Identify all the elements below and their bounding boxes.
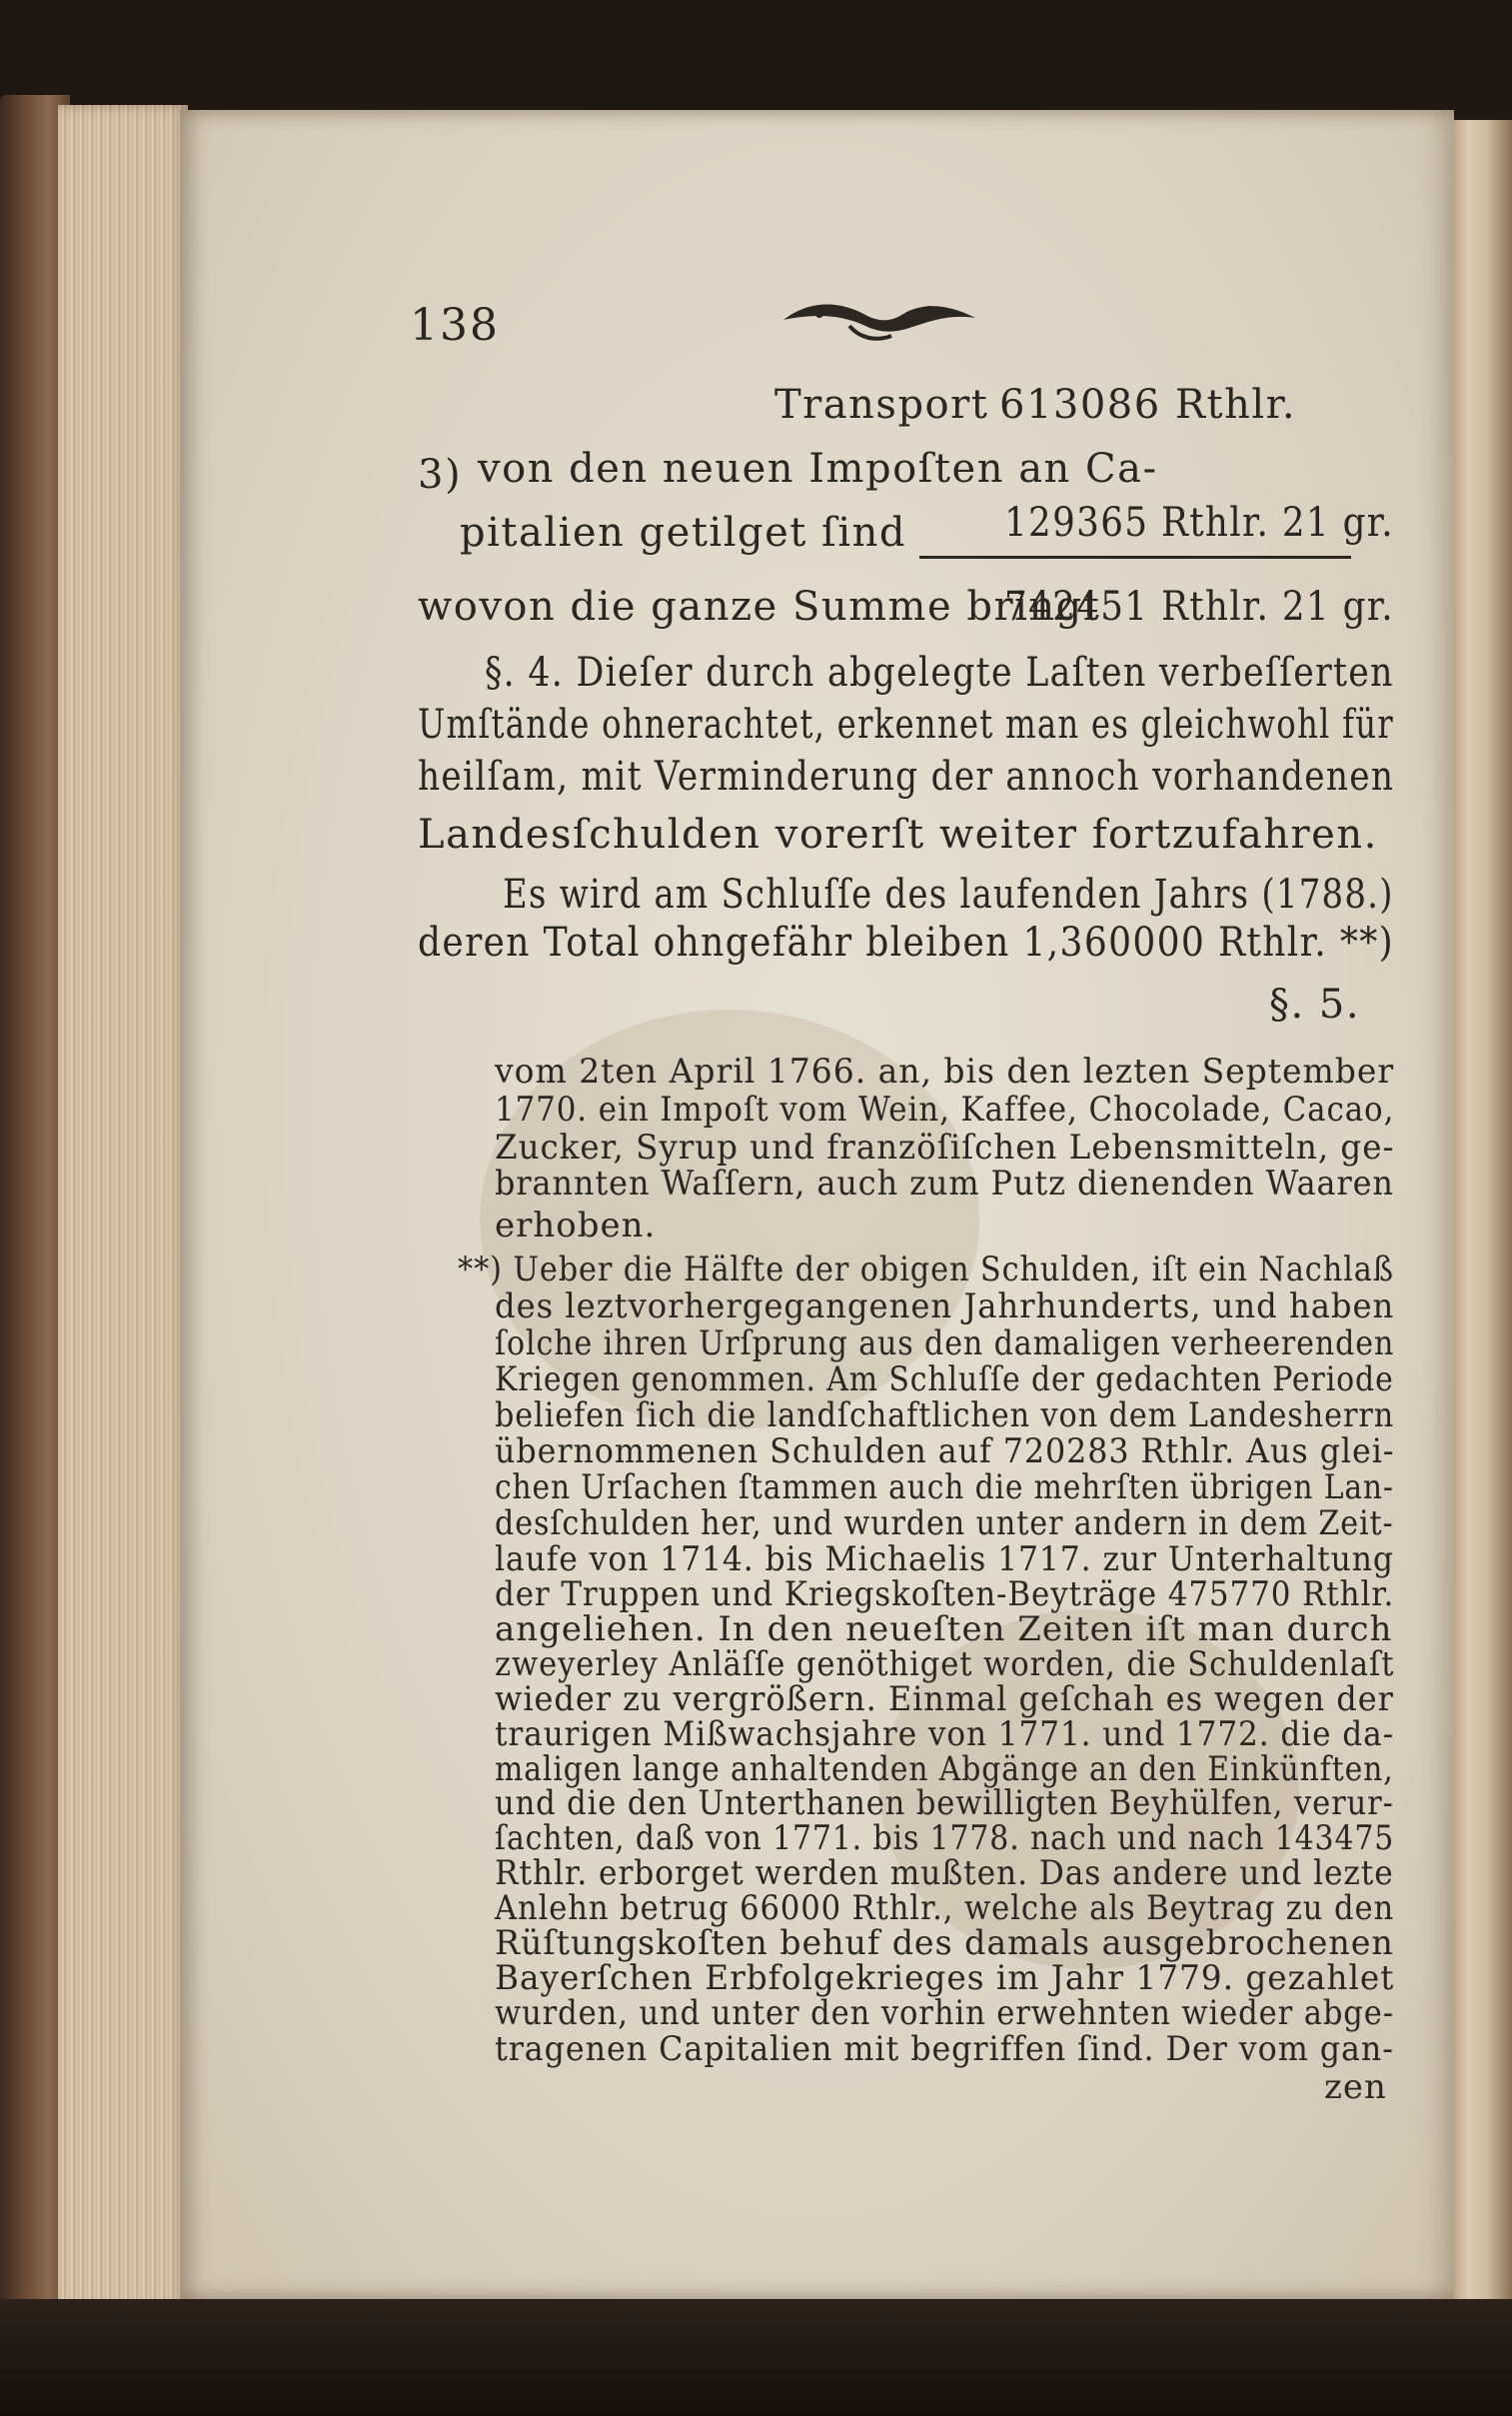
page-edges bbox=[58, 105, 188, 2314]
paragraph-line: Umſtände ohnerachtet, erkennet man es gleichwohl für bbox=[418, 702, 1394, 748]
sum-rule bbox=[919, 556, 1351, 559]
paragraph-line: deren Total ohngefähr bleiben 1,360000 Rthlr. **) bbox=[418, 920, 1395, 966]
transport-value: 613086 Rthlr. bbox=[999, 382, 1297, 428]
footnote-line: **) Ueber die Hälfte der obigen Schulden, iſt ein Nachlaß bbox=[458, 1249, 1394, 1289]
footnote-line: der Truppen und Kriegskoſten-Beyträge 475770 Rthlr. bbox=[495, 1574, 1395, 1614]
item-text-line2: pitalien getilget ſind bbox=[460, 510, 907, 556]
footnote-line: Kriegen genommen. Am Schluſſe der gedachten Periode bbox=[495, 1359, 1394, 1399]
footnote-line: Rthlr. erborget werden mußten. Das andere und lezte bbox=[495, 1853, 1394, 1893]
footnote-line: brannten Waſſern, auch zum Putz dienenden Waaren bbox=[495, 1164, 1394, 1204]
footnote-line: Rüſtungskoſten behuf des damals ausgebrochenen bbox=[495, 1923, 1394, 1963]
footnote-line: desſchulden her, und wurden unter andern in dem Zeit- bbox=[495, 1503, 1394, 1543]
paragraph-line: heilſam, mit Verminderung der annoch vorhandenen bbox=[418, 754, 1395, 800]
footnote-line: maligen lange anhaltenden Abgänge an den Einkünften, bbox=[495, 1749, 1394, 1789]
footnote-line: Zucker, Syrup und franzöſiſchen Lebensmitteln, ge- bbox=[495, 1128, 1395, 1168]
background-shadow bbox=[0, 2299, 1512, 2416]
paragraph-line: Es wird am Schluſſe des laufenden Jahrs (1788.) bbox=[503, 872, 1394, 918]
item-text-line1: von den neuen Impoſten an Ca- bbox=[478, 446, 1158, 492]
footnote-line: und die den Unterthanen bewilligten Beyhülfen, verur- bbox=[495, 1783, 1394, 1823]
footnote-line: ſachten, daß von 1771. bis 1778. nach und nach 143475 bbox=[495, 1818, 1395, 1858]
footnote-line: tragenen Capitalien mit begriffen ſind. Der vom gan- bbox=[495, 2029, 1394, 2069]
page-number: 138 bbox=[410, 300, 500, 351]
footnote-line: laufe von 1714. bis Michaelis 1717. zur Unterhaltung bbox=[495, 1539, 1394, 1579]
section-catchword: §. 5. bbox=[1269, 982, 1361, 1028]
footnote-line: erhoben. bbox=[495, 1206, 657, 1245]
ornament-icon bbox=[779, 292, 979, 346]
item-value: 129365 Rthlr. 21 gr. bbox=[1004, 500, 1394, 546]
transport-label: Transport bbox=[774, 382, 989, 428]
footnote-line: ſolche ihren Urſprung aus den damaligen verheerenden bbox=[495, 1323, 1395, 1363]
paragraph-line: §. 4. Dieſer durch abgelegte Laſten verbeſſerten bbox=[485, 650, 1394, 696]
footnote-line: traurigen Mißwachsjahre von 1771. und 1772. die da- bbox=[495, 1714, 1395, 1754]
total-value: 742451 Rthlr. 21 gr. bbox=[1004, 584, 1394, 630]
facing-page-edge bbox=[1449, 120, 1512, 2299]
footnote-line: des leztvorhergegangenen Jahrhunderts, und haben bbox=[495, 1286, 1395, 1326]
catchword: zen bbox=[1324, 2067, 1387, 2107]
total-label: wovon die ganze Summe bringt bbox=[418, 584, 1101, 630]
footnote-line: vom 2ten April 1766. an, bis den lezten September bbox=[495, 1052, 1395, 1092]
footnote-line: 1770. ein Impoſt vom Wein, Kaffee, Chocolade, Cacao, bbox=[495, 1090, 1395, 1130]
footnote-line: Bayerſchen Erbfolgekrieges im Jahr 1779. gezahlet bbox=[495, 1958, 1395, 1998]
footnote-line: Anlehn betrug 66000 Rthlr., welche als Beytrag zu den bbox=[495, 1888, 1395, 1928]
footnote-line: wurden, und unter den vorhin erwehnten wieder abge- bbox=[495, 1993, 1394, 2033]
item-number: 3) bbox=[418, 452, 463, 498]
paragraph-line: Landesſchulden vorerſt weiter fortzufahren. bbox=[418, 812, 1378, 858]
footnote-line: wieder zu vergrößern. Einmal geſchah es wegen der bbox=[495, 1679, 1394, 1719]
footnote-line: chen Urſachen ſtammen auch die mehrſten übrigen Lan- bbox=[495, 1467, 1394, 1507]
footnote-line: zweyerley Anläſſe genöthiget worden, die Schuldenlaſt bbox=[495, 1644, 1395, 1684]
footnote-line: übernommenen Schulden auf 720283 Rthlr. Aus glei- bbox=[495, 1431, 1395, 1471]
footnote-line: angeliehen. In den neueſten Zeiten iſt man durch bbox=[495, 1609, 1393, 1649]
footnote-line: beliefen ſich die landſchaftlichen von dem Landesherrn bbox=[495, 1395, 1395, 1435]
